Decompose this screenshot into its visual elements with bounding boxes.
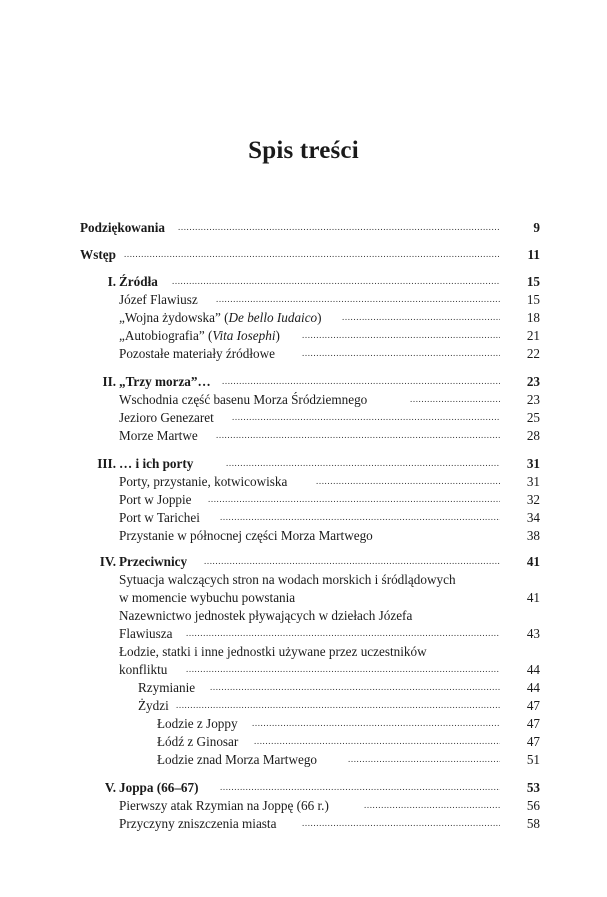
- toc-entry-line1[interactable]: [80, 571, 540, 588]
- toc-page: 47: [526, 716, 540, 731]
- toc-page: 11: [527, 247, 540, 262]
- toc-entry[interactable]: [80, 327, 540, 344]
- toc-entry[interactable]: [80, 527, 540, 544]
- toc-entry[interactable]: [80, 679, 540, 696]
- toc-label-line1: Nazewnictwo jednostek pływających w dziełach Józefa: [119, 608, 413, 623]
- toc-page: 25: [526, 410, 540, 425]
- toc-leader-dots: [204, 553, 500, 570]
- toc-label: Wschodnia część basenu Morza Śródziemnego: [119, 392, 368, 407]
- toc-entry[interactable]: [80, 409, 540, 426]
- toc-label: Morze Martwe: [119, 428, 198, 443]
- toc-page: 28: [526, 428, 540, 443]
- toc-entry-line1[interactable]: [80, 643, 540, 660]
- toc-leader-dots: [176, 697, 500, 714]
- toc-label-text: „Wojna żydowska” (: [119, 310, 229, 325]
- toc-entry[interactable]: [80, 625, 540, 642]
- toc-leader-dots: [216, 291, 500, 308]
- toc-chapter-4[interactable]: [80, 553, 540, 570]
- toc-page: 53: [526, 780, 540, 795]
- toc-page: 58: [526, 816, 540, 831]
- toc-label: Przystanie w północnej części Morza Martwego: [119, 528, 373, 543]
- toc-page: 47: [526, 734, 540, 749]
- toc-entry[interactable]: [80, 473, 540, 490]
- toc-page: 47: [526, 698, 540, 713]
- toc-label: [119, 327, 280, 344]
- toc-leader-dots: [210, 679, 500, 696]
- toc-leader-dots: [252, 715, 500, 732]
- toc-page: 41: [526, 590, 540, 605]
- toc-entry[interactable]: [80, 751, 540, 768]
- toc-label: Źródła: [119, 274, 158, 289]
- toc-leader-dots: [222, 373, 500, 390]
- toc-page: 41: [526, 554, 540, 569]
- toc-label: Wstęp: [80, 247, 116, 262]
- toc-page: 43: [526, 626, 540, 641]
- toc-entry[interactable]: [80, 391, 540, 408]
- toc-entry[interactable]: [80, 697, 540, 714]
- toc-page: 23: [526, 392, 540, 407]
- toc-label: Żydzi: [138, 698, 169, 713]
- toc-label: Łodzie znad Morza Martwego: [157, 752, 318, 767]
- toc-page: 56: [526, 798, 540, 813]
- toc-label: Porty, przystanie, kotwicowiska: [119, 474, 288, 489]
- toc-page: 31: [526, 456, 540, 471]
- toc-label: Łodzie z Joppy: [157, 716, 238, 731]
- toc-entry[interactable]: [80, 291, 540, 308]
- toc-page: 23: [526, 374, 540, 389]
- toc-leader-dots: [232, 409, 500, 426]
- toc-leader-dots: [172, 273, 500, 290]
- toc-leader-dots: [302, 815, 500, 832]
- toc-page: 34: [526, 510, 540, 525]
- toc-label-text: „Autobiografia” (: [119, 328, 213, 343]
- toc-leader-dots: [186, 625, 500, 642]
- toc-page: 15: [526, 292, 540, 307]
- toc-label: Port w Joppie: [119, 492, 192, 507]
- toc-leader-dots: [302, 327, 500, 344]
- toc-page: 15: [526, 274, 540, 289]
- toc-chapter-number: II.: [102, 374, 116, 389]
- toc-page: 18: [526, 310, 540, 325]
- toc-leader-dots: [178, 219, 500, 236]
- toc-label: Flawiusza: [119, 626, 173, 641]
- toc-leader-dots: [348, 751, 500, 768]
- toc-label: Joppa (66–67): [119, 780, 199, 795]
- toc-leader-dots: [186, 661, 500, 678]
- toc-chapter-2[interactable]: [80, 373, 540, 390]
- toc-label-line1: Sytuacja walczących stron na wodach morskich i śródlądowych: [119, 572, 456, 587]
- toc-page: 32: [526, 492, 540, 507]
- toc-label: Port w Tarichei: [119, 510, 200, 525]
- toc-page: 38: [526, 528, 540, 543]
- toc-entry[interactable]: [80, 309, 540, 326]
- toc-page: 44: [526, 680, 540, 695]
- toc-leader-dots: [364, 797, 500, 814]
- toc-label: Józef Flawiusz: [119, 292, 198, 307]
- toc-entry[interactable]: [80, 797, 540, 814]
- toc-entry[interactable]: [80, 491, 540, 508]
- toc-label: Łódź z Ginosar: [157, 734, 239, 749]
- toc-entry-line1[interactable]: [80, 607, 540, 624]
- toc-leader-dots: [208, 491, 500, 508]
- toc-page: 44: [526, 662, 540, 677]
- page-title: Spis treści: [248, 137, 359, 164]
- toc-label: Pozostałe materiały źródłowe: [119, 346, 275, 361]
- toc-label-line1: Łodzie, statki i inne jednostki używane przez uczestników: [119, 644, 427, 659]
- toc-label: „Trzy morza”…: [119, 374, 211, 389]
- toc-chapter-1[interactable]: [80, 273, 540, 290]
- toc-entry[interactable]: [80, 509, 540, 526]
- toc-page: 22: [526, 346, 540, 361]
- toc-leader-dots: [220, 779, 500, 796]
- toc-entry[interactable]: [80, 345, 540, 362]
- toc-page: 21: [526, 328, 540, 343]
- toc-leader-dots: [124, 246, 500, 263]
- toc-label: [119, 309, 322, 326]
- toc-label: Przeciwnicy: [119, 554, 188, 569]
- toc-label: … i ich porty: [119, 456, 194, 471]
- toc-entry[interactable]: [80, 733, 540, 750]
- toc-leader-dots: [226, 455, 500, 472]
- toc-label: Przyczyny zniszczenia miasta: [119, 816, 277, 831]
- toc-label: Jezioro Genezaret: [119, 410, 214, 425]
- toc-entry[interactable]: [80, 815, 540, 832]
- toc-entry-wstep[interactable]: [80, 246, 540, 263]
- toc-leader-dots: [302, 345, 500, 362]
- toc-leader-dots: [342, 309, 500, 326]
- toc-chapter-5[interactable]: [80, 779, 540, 796]
- toc-chapter-3[interactable]: [80, 455, 540, 472]
- toc-label-text: ): [275, 328, 280, 343]
- toc-chapter-number: IV.: [99, 554, 116, 569]
- toc-page: 51: [526, 752, 540, 767]
- toc-chapter-number: III.: [97, 456, 116, 471]
- toc-page: 9: [533, 220, 540, 235]
- toc-label-text: ): [317, 310, 322, 325]
- toc-entry[interactable]: [80, 715, 540, 732]
- toc-leader-dots: [216, 427, 500, 444]
- toc-label: w momencie wybuchu powstania: [119, 590, 296, 605]
- toc-entry[interactable]: [80, 661, 540, 678]
- toc-chapter-number: I.: [107, 274, 116, 289]
- toc-page: 31: [526, 474, 540, 489]
- toc-label: konfliktu: [119, 662, 168, 677]
- toc-label: Pierwszy atak Rzymian na Joppę (66 r.): [119, 798, 329, 813]
- toc-entry-podziekowania[interactable]: [80, 219, 540, 236]
- toc-entry[interactable]: [80, 589, 540, 606]
- toc-label: Podziękowania: [80, 220, 165, 235]
- toc-leader-dots: [220, 509, 500, 526]
- toc-label: Rzymianie: [138, 680, 196, 695]
- toc-chapter-number: V.: [104, 780, 116, 795]
- toc-leader-dots: [254, 733, 500, 750]
- toc-label-italic: Vita Iosephi: [212, 328, 276, 343]
- toc-leader-dots: [410, 391, 500, 408]
- toc-label-italic: De bello Iudaico: [228, 310, 318, 325]
- toc-leader-dots: [316, 473, 500, 490]
- toc-entry[interactable]: [80, 427, 540, 444]
